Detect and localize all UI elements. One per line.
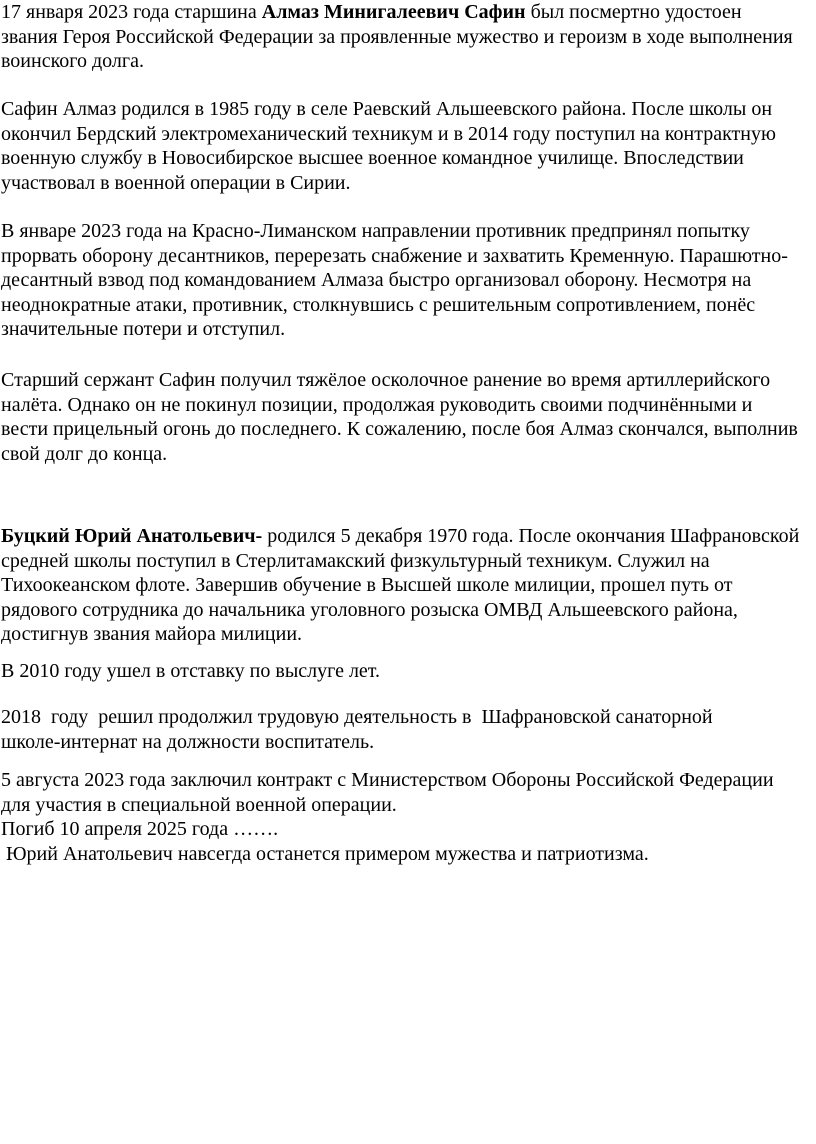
safin-paragraph-battle: В январе 2023 года на Красно-Лиманском направлении противник предпринял попытку прорвать оборону десантников, перерезать снабжение и захватить Кременную. Парашютно-десантный взвод под командованием Алмаза быстро организовал оборону. Несмотря на неоднократные атаки, противник, столкнувшись с решительным сопротивлением, понёс значительные потери и отступил. — [1, 220, 788, 340]
hero-name-butsky: Буцкий Юрий Анатольевич- — [1, 525, 263, 547]
award-rest-text: был посмертно удостоен звания Героя Российской Федерации за проявленные мужество и героизм в ходе выполнения воинского долга. — [1, 1, 793, 72]
award-intro-text: 17 января 2023 года старшина — [1, 1, 262, 23]
butsky-biography-text: родился 5 декабря 1970 года. После окончания Шафрановской средней школы поступил в Стерлитамакский физкультурный техникум. Служил на Тихоокеанском флоте. Завершив обучение в Высшей школе милиции, прошел путь от рядового сотрудника до начальника уголовного розыска ОМВД Альшеевского района, достигнув звания майора милиции. — [1, 525, 800, 645]
butsky-memory-line: Юрий Анатольевич навсегда останется примером мужества и патриотизма. — [1, 843, 649, 865]
butsky-paragraph-biography — [1, 524, 801, 647]
safin-paragraph-award — [1, 0, 801, 74]
butsky-paragraph-work — [1, 705, 801, 754]
butsky-work-line-1: 2018 году решил продолжил трудовую деятельность в Шафрановской санаторной — [1, 706, 713, 728]
safin-paragraph-biography: Сафин Алмаз родился в 1985 году в селе Раевский Альшеевского района. После школы он окончил Бердский электромеханический техникум и в 2014 году поступил на контрактную военную службу в Новосибирское высшее военное командное училище. Впоследствии участвовал в военной операции в Сирии. — [1, 98, 776, 194]
hero-name-safin: Алмаз Минигалеевич Сафин — [261, 1, 526, 23]
butsky-work-line-2: школе-интернат на должности воспитатель. — [1, 730, 375, 753]
safin-paragraph-death: Старший сержант Сафин получил тяжёлое осколочное ранение во время артиллерийского налёта. Однако он не покинул позиции, продолжая руководить своими подчинёнными и вести прицельный огонь до последнего. К сожалению, после боя Алмаз скончался, выполнив свой долг до конца. — [1, 369, 798, 465]
butsky-contract-text: 5 августа 2023 года заключил контракт с Министерством Обороны Российской Федерации для участия в специальной военной операции. — [1, 769, 774, 816]
butsky-retirement-line: В 2010 году ушел в отставку по выслуге лет. — [1, 660, 381, 682]
butsky-death-line: Погиб 10 апреля 2025 года ……. — [1, 818, 279, 840]
